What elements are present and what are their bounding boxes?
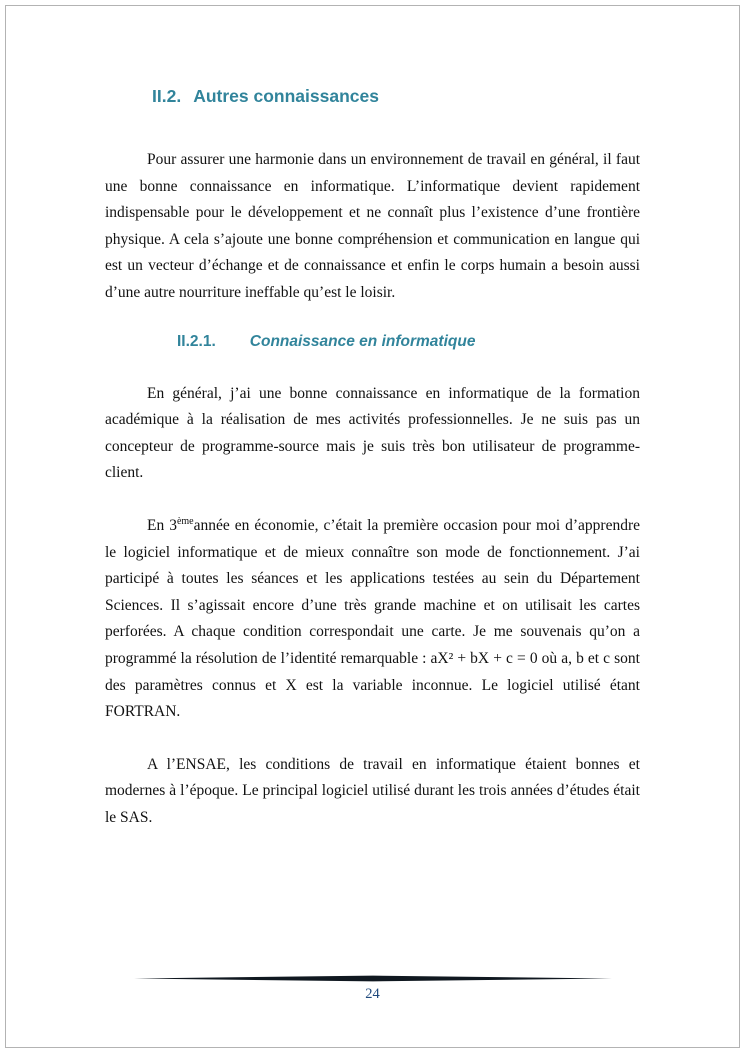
page-footer (0, 974, 745, 1003)
ordinal-superscript: ème (176, 515, 194, 527)
footer-divider-rule (134, 974, 612, 983)
section-heading-number: II.2. (152, 86, 182, 106)
subsection-heading-title: Connaissance en informatique (249, 332, 476, 350)
subsection-heading (177, 333, 640, 351)
subsection-heading-number: II.2.1. (177, 332, 216, 350)
paragraph-fortran (105, 513, 640, 726)
paragraph-fortran-rest: année en économie, c’était la première occasion pour moi d’apprendre le logiciel informatique et de mieux connaître son mode de fonctionnement. J’ai participé à toutes les séances et les applications testées au sein du Département Sciences. Il s’agissait encore d’une très grande machine et on utilisait les cartes perforées. A chaque condition correspondait une carte. Je me souvenais qu’on a programmé la résolution de l’identité remarquable : aX² + bX + c = 0 où a, b et c sont des paramètres connus et X est la variable inconnue. Le logiciel utilisé étant FORTRAN. (105, 516, 640, 721)
section-heading (152, 86, 640, 107)
paragraph-fortran-start: En 3 (147, 516, 177, 534)
page-number: 24 (365, 986, 380, 1002)
paragraph-ensae: A l’ENSAE, les conditions de travail en informatique étaient bonnes et modernes à l’époque. Le principal logiciel utilisé durant les trois années d’études était le SAS. (105, 755, 640, 826)
section-heading-title: Autres connaissances (193, 86, 379, 106)
document-content (105, 86, 640, 857)
paragraph-intro: Pour assurer une harmonie dans un environnement de travail en général, il faut une bonne connaissance en informatique. L’informatique devient rapidement indispensable pour le développement et ne connaît plus l’existence d’une frontière physique. A cela s’ajoute une bonne compréhension et communication en langue qui est un vecteur d’échange et de connaissance et enfin le corps humain a besoin aussi d’une autre nourriture ineffable qu’est le loisir. (105, 151, 640, 301)
paragraph-general: En général, j’ai une bonne connaissance en informatique de la formation académique à la réalisation de mes activités professionnelles. Je ne suis pas un concepteur de programme-source mais je suis très bon utilisateur de programme-client. (105, 384, 640, 482)
